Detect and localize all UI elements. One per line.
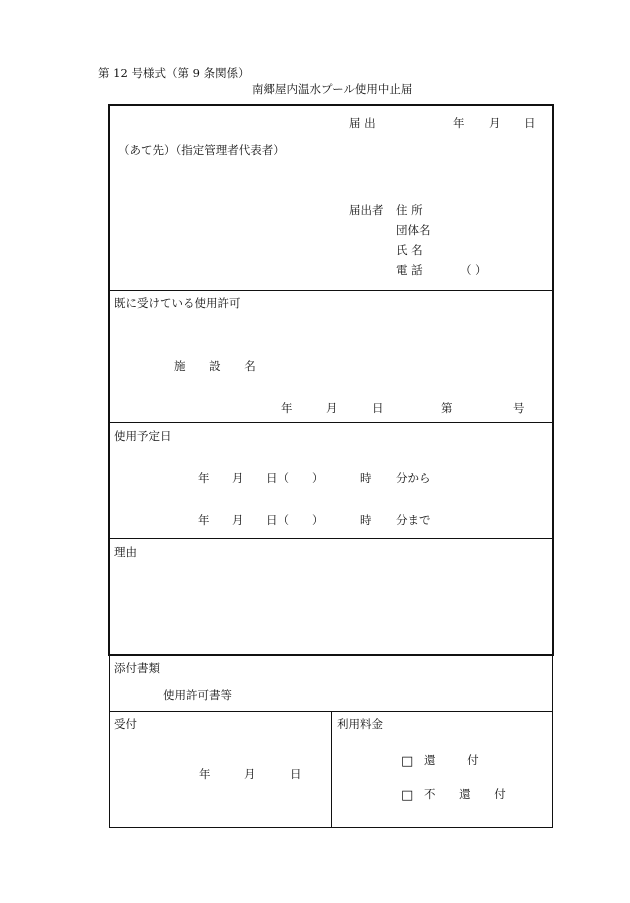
- address-label: 住 所: [396, 203, 423, 217]
- divider: [109, 422, 553, 423]
- permit-number-suffix: 号: [513, 401, 525, 415]
- refund-checkbox[interactable]: □: [401, 754, 414, 769]
- fee-heading: 利用料金: [337, 717, 383, 731]
- addressee: （あて先）（指定管理者代表者）: [118, 143, 285, 157]
- reception-day: 日: [290, 767, 302, 781]
- schedule-heading: 使用予定日: [114, 429, 172, 443]
- divider: [109, 290, 553, 291]
- schedule-to-month: 月: [232, 513, 244, 527]
- attachments-item: 使用許可書等: [163, 688, 232, 702]
- schedule-to-day: 日（: [266, 513, 289, 527]
- submit-label: 届 出: [349, 116, 376, 130]
- phone-parens: （ ）: [460, 263, 487, 277]
- no-refund-label: 不 還 付: [424, 787, 516, 801]
- permit-year: 年: [281, 401, 293, 415]
- submit-month: 月: [489, 116, 501, 130]
- permit-number-prefix: 第: [441, 401, 453, 415]
- group-label: 団体名: [396, 223, 431, 237]
- reception-month: 月: [244, 767, 256, 781]
- applicant-label: 届出者: [349, 203, 384, 217]
- name-label: 氏 名: [396, 243, 423, 257]
- permit-heading: 既に受けている使用許可: [114, 296, 241, 310]
- submit-year: 年: [453, 116, 465, 130]
- divider: [109, 538, 553, 539]
- permit-month: 月: [326, 401, 338, 415]
- form-title: 南郷屋内温水プール使用中止届: [252, 82, 413, 96]
- reception-year: 年: [199, 767, 211, 781]
- facility-label: 施 設 名: [174, 359, 266, 373]
- schedule-to-dow-close: ）: [312, 513, 324, 527]
- no-refund-checkbox[interactable]: □: [401, 788, 414, 803]
- schedule-to-minute: 分まで: [396, 513, 431, 527]
- main-form-box: [108, 104, 554, 656]
- refund-label: 還 付: [424, 753, 493, 767]
- schedule-from-day: 日（: [266, 471, 289, 485]
- attachments-heading: 添付書類: [114, 661, 160, 675]
- phone-label: 電 話: [396, 263, 423, 277]
- schedule-from-dow-close: ）: [312, 471, 324, 485]
- schedule-to-year: 年: [198, 513, 210, 527]
- schedule-from-hour: 時: [360, 471, 372, 485]
- schedule-to-hour: 時: [360, 513, 372, 527]
- form-number: 第 12 号様式（第 9 条関係）: [98, 66, 250, 80]
- divider-vertical: [331, 711, 332, 828]
- reason-heading: 理由: [114, 545, 137, 559]
- schedule-from-year: 年: [198, 471, 210, 485]
- submit-day: 日: [524, 116, 536, 130]
- permit-day: 日: [372, 401, 384, 415]
- schedule-from-minute: 分から: [396, 471, 431, 485]
- schedule-from-month: 月: [232, 471, 244, 485]
- reception-heading: 受付: [114, 717, 137, 731]
